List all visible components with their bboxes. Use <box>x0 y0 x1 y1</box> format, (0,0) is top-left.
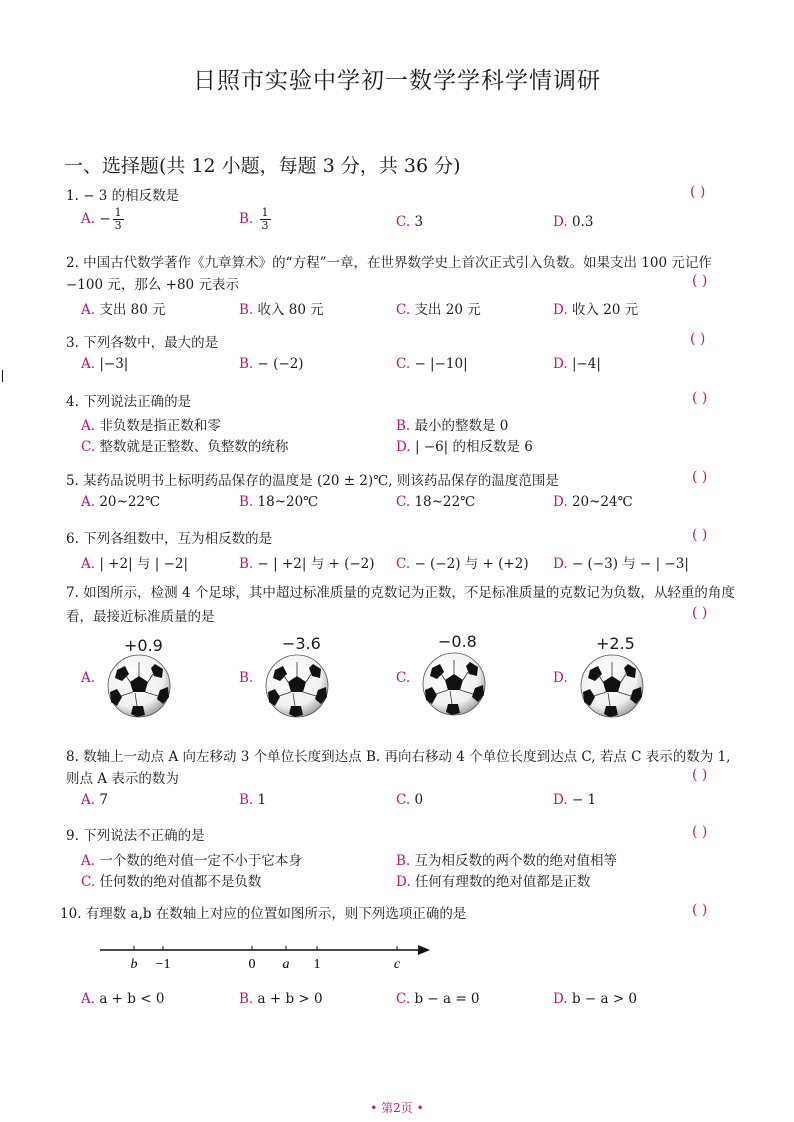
page-title: 日照市实验中学初一数学学科学情调研 <box>193 68 601 94</box>
q6-option-c[interactable]: C. − (−2) 与 + (+2) <box>396 556 529 572</box>
q7-option-c-label[interactable]: C. <box>396 670 411 686</box>
q2-option-a[interactable]: A. 支出 80 元 <box>81 302 166 318</box>
q10-option-d[interactable]: D. b − a > 0 <box>553 991 638 1007</box>
soccer-ball-icon[interactable] <box>422 652 486 716</box>
label-minus-one: −1 <box>155 957 171 972</box>
q5-stem: 5. 某药品说明书上标明药品保存的温度是 (20 ± 2)℃, 则该药品保存的温度范围是 <box>66 473 559 489</box>
q1-answer-paren[interactable]: ( ) <box>690 184 706 200</box>
q9-option-b[interactable]: B. 互为相反数的两个数的绝对值相等 <box>396 853 618 869</box>
q1-option-c[interactable]: C. 3 <box>396 214 424 230</box>
fraction: $\frac{1}{3}$ <box>261 206 269 232</box>
q4-option-c[interactable]: C. 整数就是正整数、负整数的统称 <box>81 439 289 455</box>
q7-option-a-label[interactable]: A. <box>81 670 96 686</box>
label-zero: 0 <box>248 957 256 972</box>
q5-option-c[interactable]: C. 18~22℃ <box>396 494 476 510</box>
q1-stem: 1. − 3 的相反数是 <box>66 188 180 204</box>
q4-option-d[interactable]: D. | −6| 的相反数是 6 <box>396 439 533 455</box>
soccer-ball-icon[interactable] <box>107 654 171 718</box>
q9-option-d[interactable]: D. 任何有理数的绝对值都是正数 <box>396 874 591 890</box>
q6-answer-paren[interactable]: ( ) <box>692 527 708 543</box>
q2-option-b[interactable]: B. 收入 80 元 <box>239 302 324 318</box>
q3-answer-paren[interactable]: ( ) <box>690 331 706 347</box>
edge-mark <box>2 370 3 382</box>
option-label: B. <box>239 211 254 227</box>
q10-stem: 10. 有理数 a,b 在数轴上对应的位置如图所示，则下列选项正确的是 <box>60 906 467 922</box>
q9-answer-paren[interactable]: ( ) <box>692 824 708 840</box>
q9-option-a[interactable]: A. 一个数的绝对值一定不小于它本身 <box>81 853 302 869</box>
section-heading: 一、选择题(共 12 小题，每题 3 分，共 36 分) <box>64 155 461 177</box>
q5-option-d[interactable]: D. 20~24℃ <box>553 494 633 510</box>
q4-answer-paren[interactable]: ( ) <box>692 390 708 406</box>
page-number: • 第2页 • <box>370 1101 424 1115</box>
number-line-arrow-icon <box>418 945 430 955</box>
q8-answer-paren[interactable]: ( ) <box>692 767 708 783</box>
q7-stem-line2: 看，最接近标准质量的是 <box>66 609 215 625</box>
soccer-ball-icon[interactable] <box>580 654 644 718</box>
q3-option-a[interactable]: A. |−3| <box>81 356 129 372</box>
q8-option-c[interactable]: C. 0 <box>396 792 424 808</box>
q5-option-b[interactable]: B. 18~20℃ <box>239 494 319 510</box>
q5-option-a[interactable]: A. 20~22℃ <box>81 494 161 510</box>
label-one: 1 <box>313 957 321 972</box>
q6-option-d[interactable]: D. − (−3) 与 − | −3| <box>553 556 689 572</box>
q8-stem-line2: 则点 A 表示的数为 <box>66 771 179 787</box>
q1-option-d[interactable]: D. 0.3 <box>553 214 594 230</box>
label-b: b <box>130 957 138 972</box>
ball-b-value: −3.6 <box>282 634 321 653</box>
q8-option-d[interactable]: D. − 1 <box>553 792 597 808</box>
q2-option-d[interactable]: D. 收入 20 元 <box>553 302 639 318</box>
q2-answer-paren[interactable]: ( ) <box>692 273 708 289</box>
q9-stem: 9. 下列说法不正确的是 <box>66 828 205 844</box>
ball-c-value: −0.8 <box>438 632 477 651</box>
q2-stem-line1: 2. 中国古代数学著作《九章算术》的“方程”一章，在世界数学史上首次正式引入负数。如果支出 100 元记作 <box>66 255 712 271</box>
q6-option-a[interactable]: A. | +2| 与 | −2| <box>81 556 189 572</box>
q10-answer-paren[interactable]: ( ) <box>692 902 708 918</box>
q9-option-c[interactable]: C. 任何数的绝对值都不是负数 <box>81 874 262 890</box>
q3-stem: 3. 下列各数中，最大的是 <box>66 335 219 351</box>
q4-option-b[interactable]: B. 最小的整数是 0 <box>396 418 509 434</box>
q3-option-b[interactable]: B. − (−2) <box>239 356 304 372</box>
q1-option-b[interactable] <box>239 207 273 232</box>
q8-option-b[interactable]: B. 1 <box>239 792 267 808</box>
q10-option-b[interactable]: B. a + b > 0 <box>239 991 323 1007</box>
q10-option-c[interactable]: C. b − a = 0 <box>396 991 480 1007</box>
q10-option-a[interactable]: A. a + b < 0 <box>81 991 165 1007</box>
option-label: A. <box>81 211 96 227</box>
q8-stem-line1: 8. 数轴上一动点 A 向左移动 3 个单位长度到达点 B. 再向右移动 4 个单位长度到达点 C, 若点 C 表示的数为 1, <box>66 749 731 765</box>
q8-option-a[interactable]: A. 7 <box>81 792 108 808</box>
q6-option-b[interactable]: B. − | +2| 与 + (−2) <box>239 556 375 572</box>
q4-option-a[interactable]: A. 非负数是指正数和零 <box>81 418 221 434</box>
q6-stem: 6. 下列各组数中，互为相反数的是 <box>66 531 273 547</box>
q3-option-c[interactable]: C. − |−10| <box>396 356 468 372</box>
q7-answer-paren[interactable]: ( ) <box>692 605 708 621</box>
ball-d-value: +2.5 <box>596 634 635 653</box>
q2-option-c[interactable]: C. 支出 20 元 <box>396 302 481 318</box>
soccer-ball-icon[interactable] <box>265 654 329 718</box>
q2-stem-line2: −100 元，那么 +80 元表示 <box>66 277 239 293</box>
q1-option-a[interactable]: A. − $\frac{1}{3}$ <box>81 206 122 232</box>
label-a: a <box>282 957 290 972</box>
q4-stem: 4. 下列说法正确的是 <box>66 394 192 410</box>
q7-option-b-label[interactable]: B. <box>239 670 254 686</box>
q7-option-d-label[interactable]: D. <box>553 670 568 686</box>
fraction: $\frac{1}{3}$ <box>114 206 122 232</box>
ball-a-value: +0.9 <box>124 636 163 655</box>
q7-stem-line1: 7. 如图所示，检测 4 个足球，其中超过标准质量的克数记为正数，不足标准质量的克数记为负数，从轻重的角度 <box>66 585 735 601</box>
label-c: c <box>393 957 401 972</box>
q5-answer-paren[interactable]: ( ) <box>692 469 708 485</box>
q3-option-d[interactable]: D. |−4| <box>553 356 601 372</box>
number-line <box>96 940 436 976</box>
